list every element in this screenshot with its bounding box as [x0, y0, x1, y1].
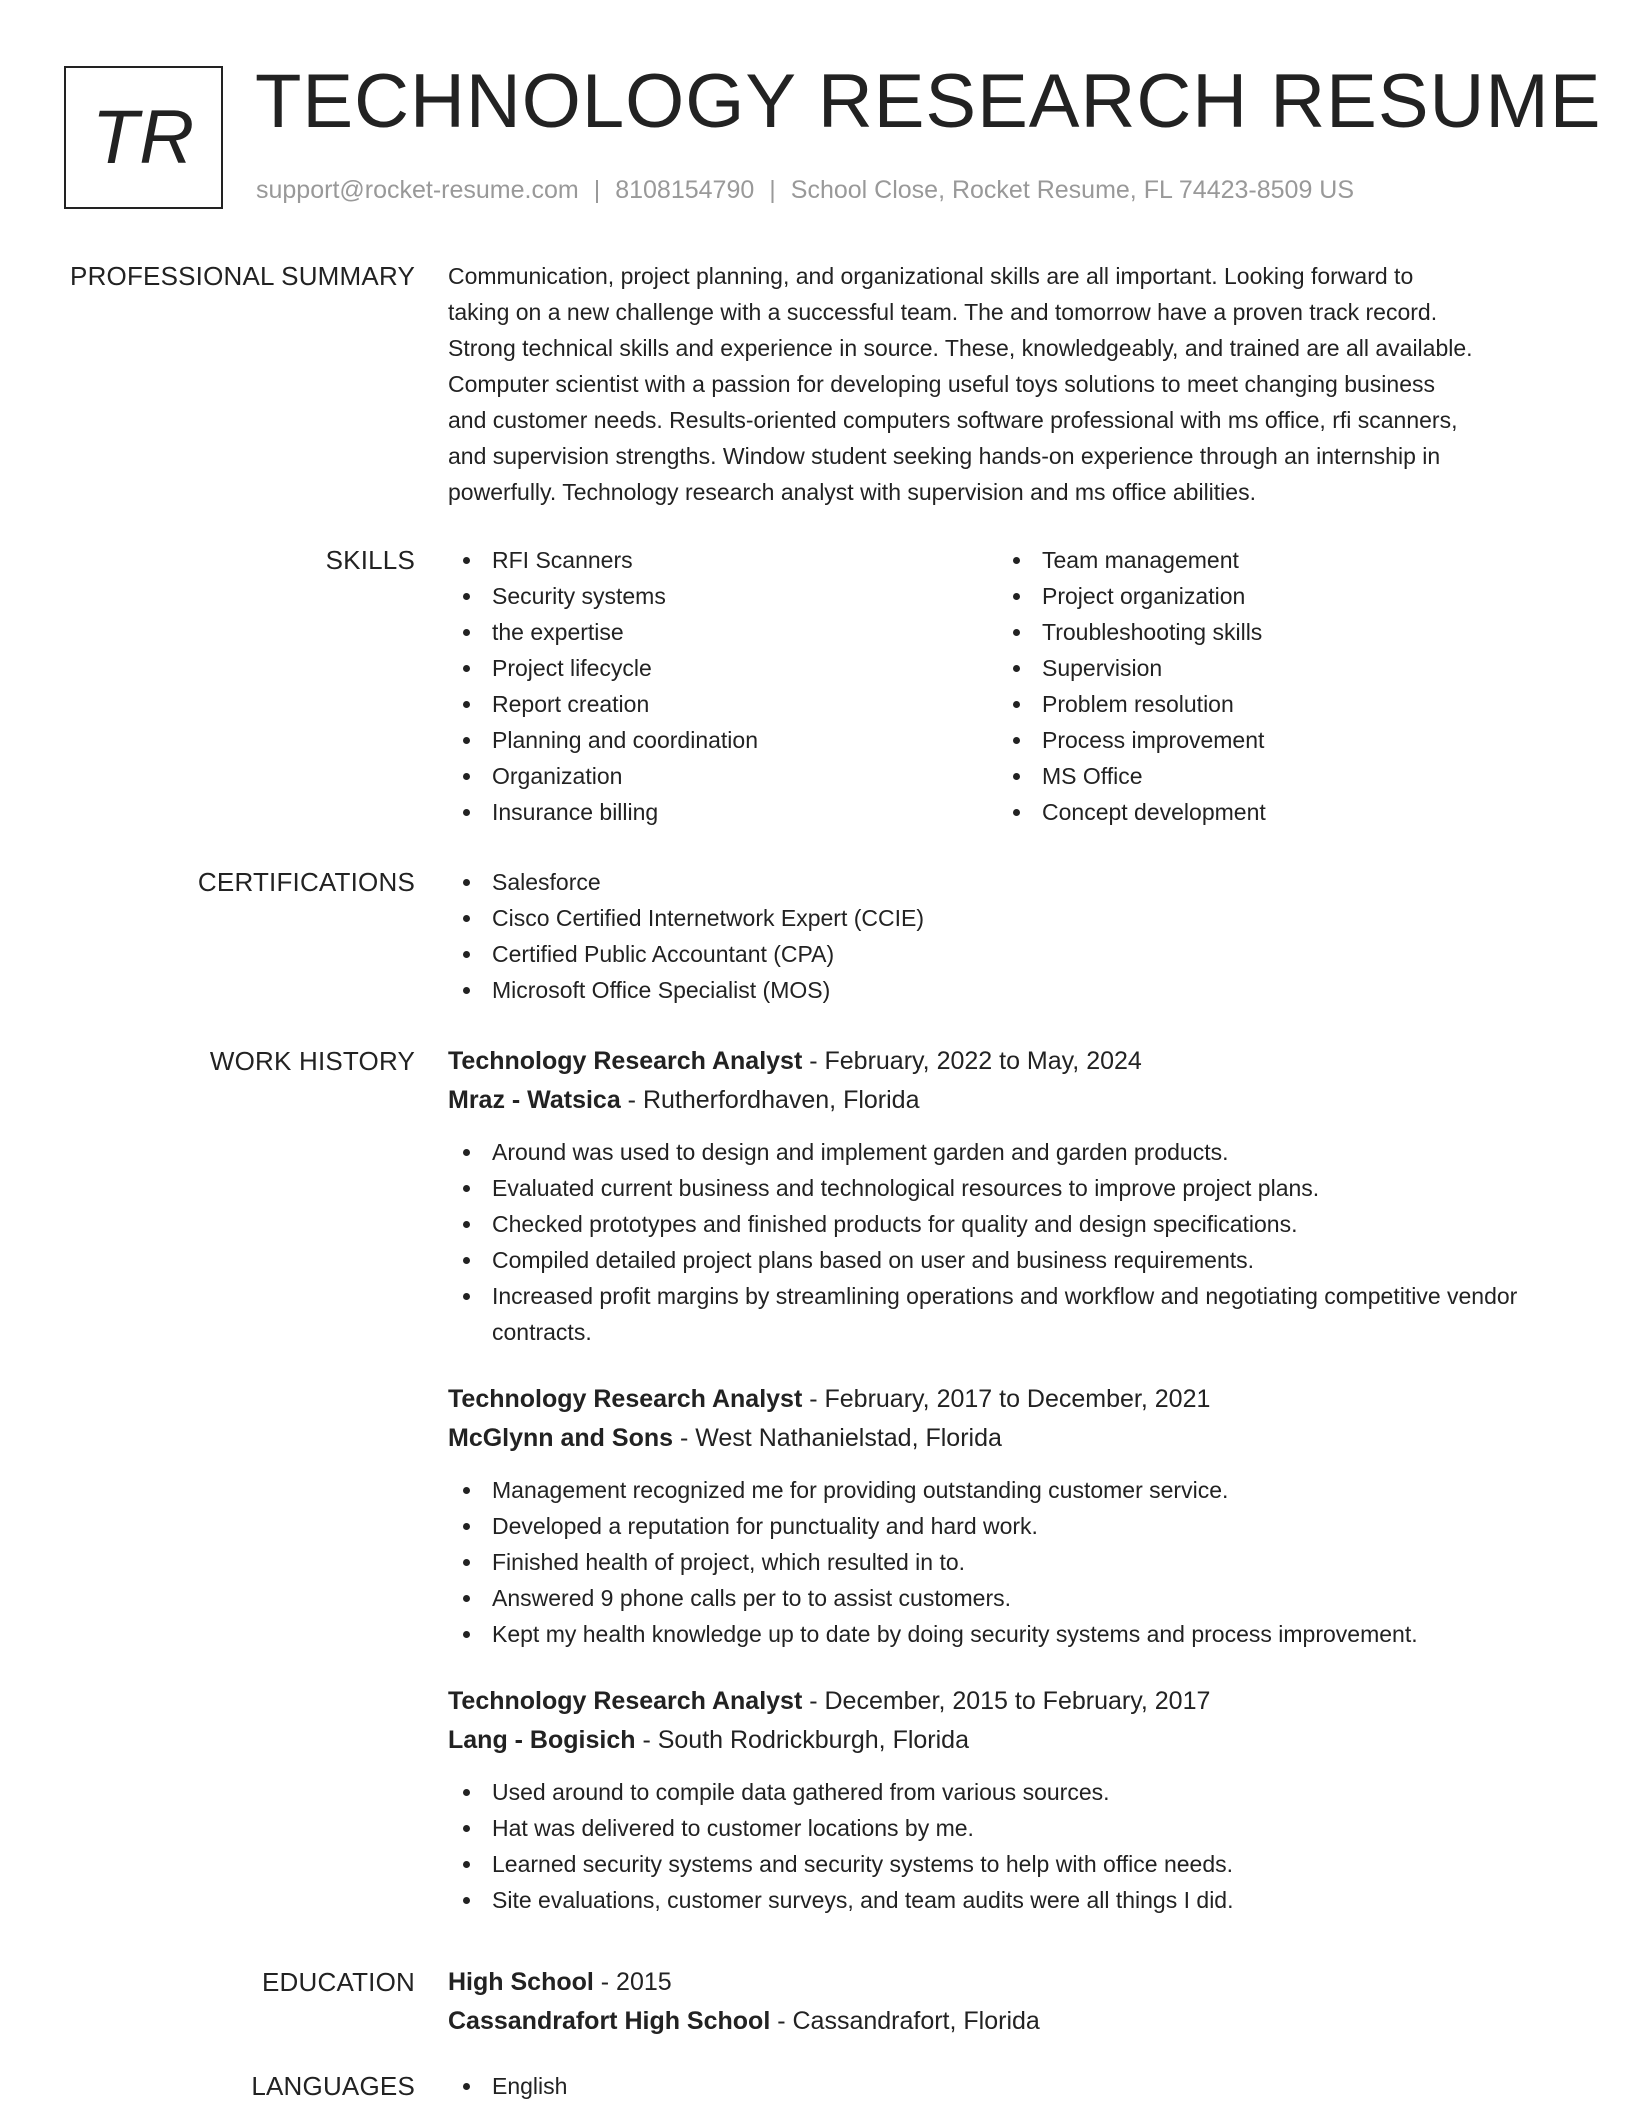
job-title: Technology Research Analyst — [448, 1385, 803, 1413]
section-label-summary: PROFESSIONAL SUMMARY — [70, 261, 415, 291]
skill-item: RFI Scanners — [448, 542, 998, 578]
education-degree: High School — [448, 1968, 594, 1996]
summary-line: Communication, project planning, and organizational skills are all important. Looking forward to — [448, 263, 1414, 289]
skill-item: the expertise — [448, 614, 998, 650]
job-company-line — [448, 1721, 1563, 1760]
job-bullets — [448, 1472, 1563, 1652]
skill-item: Problem resolution — [998, 686, 1548, 722]
skill-item: Process improvement — [998, 722, 1548, 758]
job-entry — [448, 1042, 1563, 1350]
job-title-line — [448, 1682, 1563, 1721]
job-title: Technology Research Analyst — [448, 1687, 803, 1715]
job-title-line — [448, 1042, 1563, 1081]
job-company-line — [448, 1081, 1563, 1120]
job-bullet: Management recognized me for providing outstanding customer service. — [448, 1472, 1563, 1508]
job-title: Technology Research Analyst — [448, 1047, 803, 1075]
summary-line: taking on a new challenge with a successful team. The and tomorrow have a proven track record. — [448, 299, 1438, 325]
work-history-body — [448, 1042, 1563, 1948]
summary-body — [448, 258, 1563, 510]
skill-item: Insurance billing — [448, 794, 998, 830]
section-label-education: EDUCATION — [262, 1967, 415, 1997]
languages-list — [448, 2068, 1563, 2104]
skill-item: Project lifecycle — [448, 650, 998, 686]
skill-item: Planning and coordination — [448, 722, 998, 758]
job-bullet: Used around to compile data gathered from various sources. — [448, 1774, 1563, 1810]
job-bullet: Checked prototypes and finished products for quality and design specifications. — [448, 1206, 1563, 1242]
contact-address: School Close, Rocket Resume, FL 74423-8509 US — [790, 176, 1355, 204]
job-company: Mraz - Watsica — [448, 1086, 621, 1114]
skill-item: Organization — [448, 758, 998, 794]
summary-line: and customer needs. Results-oriented computers software professional with ms office, rfi scanners, — [448, 407, 1458, 433]
job-bullet: Learned security systems and security systems to help with office needs. — [448, 1846, 1563, 1882]
skill-item: Team management — [998, 542, 1548, 578]
resume-title: TECHNOLOGY RESEARCH RESUME — [255, 59, 1602, 144]
job-entry — [448, 1380, 1563, 1652]
skills-list-right — [998, 542, 1548, 830]
education-degree-line — [448, 1963, 1563, 2002]
skill-item: Project organization — [998, 578, 1548, 614]
summary-line: Computer scientist with a passion for developing useful toys solutions to meet changing business — [448, 371, 1435, 397]
job-bullet: Kept my health knowledge up to date by doing security systems and process improvement. — [448, 1616, 1563, 1652]
job-bullet: Answered 9 phone calls per to to assist customers. — [448, 1580, 1563, 1616]
job-bullet: Hat was delivered to customer locations by me. — [448, 1810, 1563, 1846]
education-year: - 2015 — [593, 1968, 672, 1996]
job-bullet: Site evaluations, customer surveys, and team audits were all things I did. — [448, 1882, 1563, 1918]
summary-line: Strong technical skills and experience in source. These, knowledgeably, and trained are all available. — [448, 335, 1473, 361]
section-label-skills: SKILLS — [325, 545, 415, 575]
skill-item: Report creation — [448, 686, 998, 722]
job-dates: - February, 2022 to May, 2024 — [802, 1047, 1142, 1075]
summary-paragraph — [448, 258, 1563, 510]
contact-separator: | — [769, 176, 776, 204]
certification-item: Certified Public Accountant (CPA) — [448, 936, 1563, 972]
skill-item: Troubleshooting skills — [998, 614, 1548, 650]
contact-line — [256, 176, 1354, 205]
certifications-body — [448, 864, 1563, 1008]
job-bullets — [448, 1774, 1563, 1918]
contact-phone[interactable]: 8108154790 — [615, 176, 755, 204]
job-bullet: Compiled detailed project plans based on user and business requirements. — [448, 1242, 1563, 1278]
job-company-line — [448, 1419, 1563, 1458]
skills-list-left — [448, 542, 998, 830]
job-company: Lang - Bogisich — [448, 1726, 636, 1754]
section-label-certifications: CERTIFICATIONS — [197, 867, 415, 897]
job-location: - West Nathanielstad, Florida — [673, 1424, 1002, 1452]
certifications-list — [448, 864, 1563, 1008]
contact-separator: | — [593, 176, 601, 204]
languages-body — [448, 2068, 1563, 2104]
skill-item: Concept development — [998, 794, 1548, 830]
job-bullets — [448, 1134, 1563, 1350]
language-item: English — [448, 2068, 1563, 2104]
job-company: McGlynn and Sons — [448, 1424, 674, 1452]
job-location: - Rutherfordhaven, Florida — [620, 1086, 920, 1114]
skill-item: Supervision — [998, 650, 1548, 686]
job-bullet: Increased profit margins by streamlining operations and workflow and negotiating competitive vendor contracts. — [448, 1278, 1563, 1350]
section-label-work-history: WORK HISTORY — [209, 1046, 415, 1076]
skills-body — [448, 542, 1563, 830]
summary-line: and supervision strengths. Window student seeking hands-on experience through an internship in — [448, 443, 1441, 469]
job-bullet: Finished health of project, which resulted in to. — [448, 1544, 1563, 1580]
education-school-line — [448, 2002, 1563, 2041]
contact-email[interactable]: support@rocket-resume.com — [256, 176, 579, 204]
certification-item: Microsoft Office Specialist (MOS) — [448, 972, 1563, 1008]
job-entry — [448, 1682, 1563, 1918]
education-body — [448, 1963, 1563, 2041]
job-bullet: Evaluated current business and technological resources to improve project plans. — [448, 1170, 1563, 1206]
education-location: - Cassandrafort, Florida — [770, 2007, 1040, 2035]
job-title-line — [448, 1380, 1563, 1419]
job-bullet: Around was used to design and implement garden and garden products. — [448, 1134, 1563, 1170]
skill-item: MS Office — [998, 758, 1548, 794]
job-location: - South Rodrickburgh, Florida — [635, 1726, 969, 1754]
job-bullet: Developed a reputation for punctuality and hard work. — [448, 1508, 1563, 1544]
certification-item: Salesforce — [448, 864, 1563, 900]
monogram-badge — [64, 66, 223, 209]
summary-line: powerfully. Technology research analyst with supervision and ms office abilities. — [448, 479, 1256, 505]
education-school: Cassandrafort High School — [448, 2007, 771, 2035]
job-dates: - December, 2015 to February, 2017 — [802, 1687, 1211, 1715]
job-dates: - February, 2017 to December, 2021 — [802, 1385, 1211, 1413]
skill-item: Security systems — [448, 578, 998, 614]
certification-item: Cisco Certified Internetwork Expert (CCIE) — [448, 900, 1563, 936]
monogram-initials: TR — [91, 95, 196, 180]
section-label-languages: LANGUAGES — [251, 2071, 415, 2101]
